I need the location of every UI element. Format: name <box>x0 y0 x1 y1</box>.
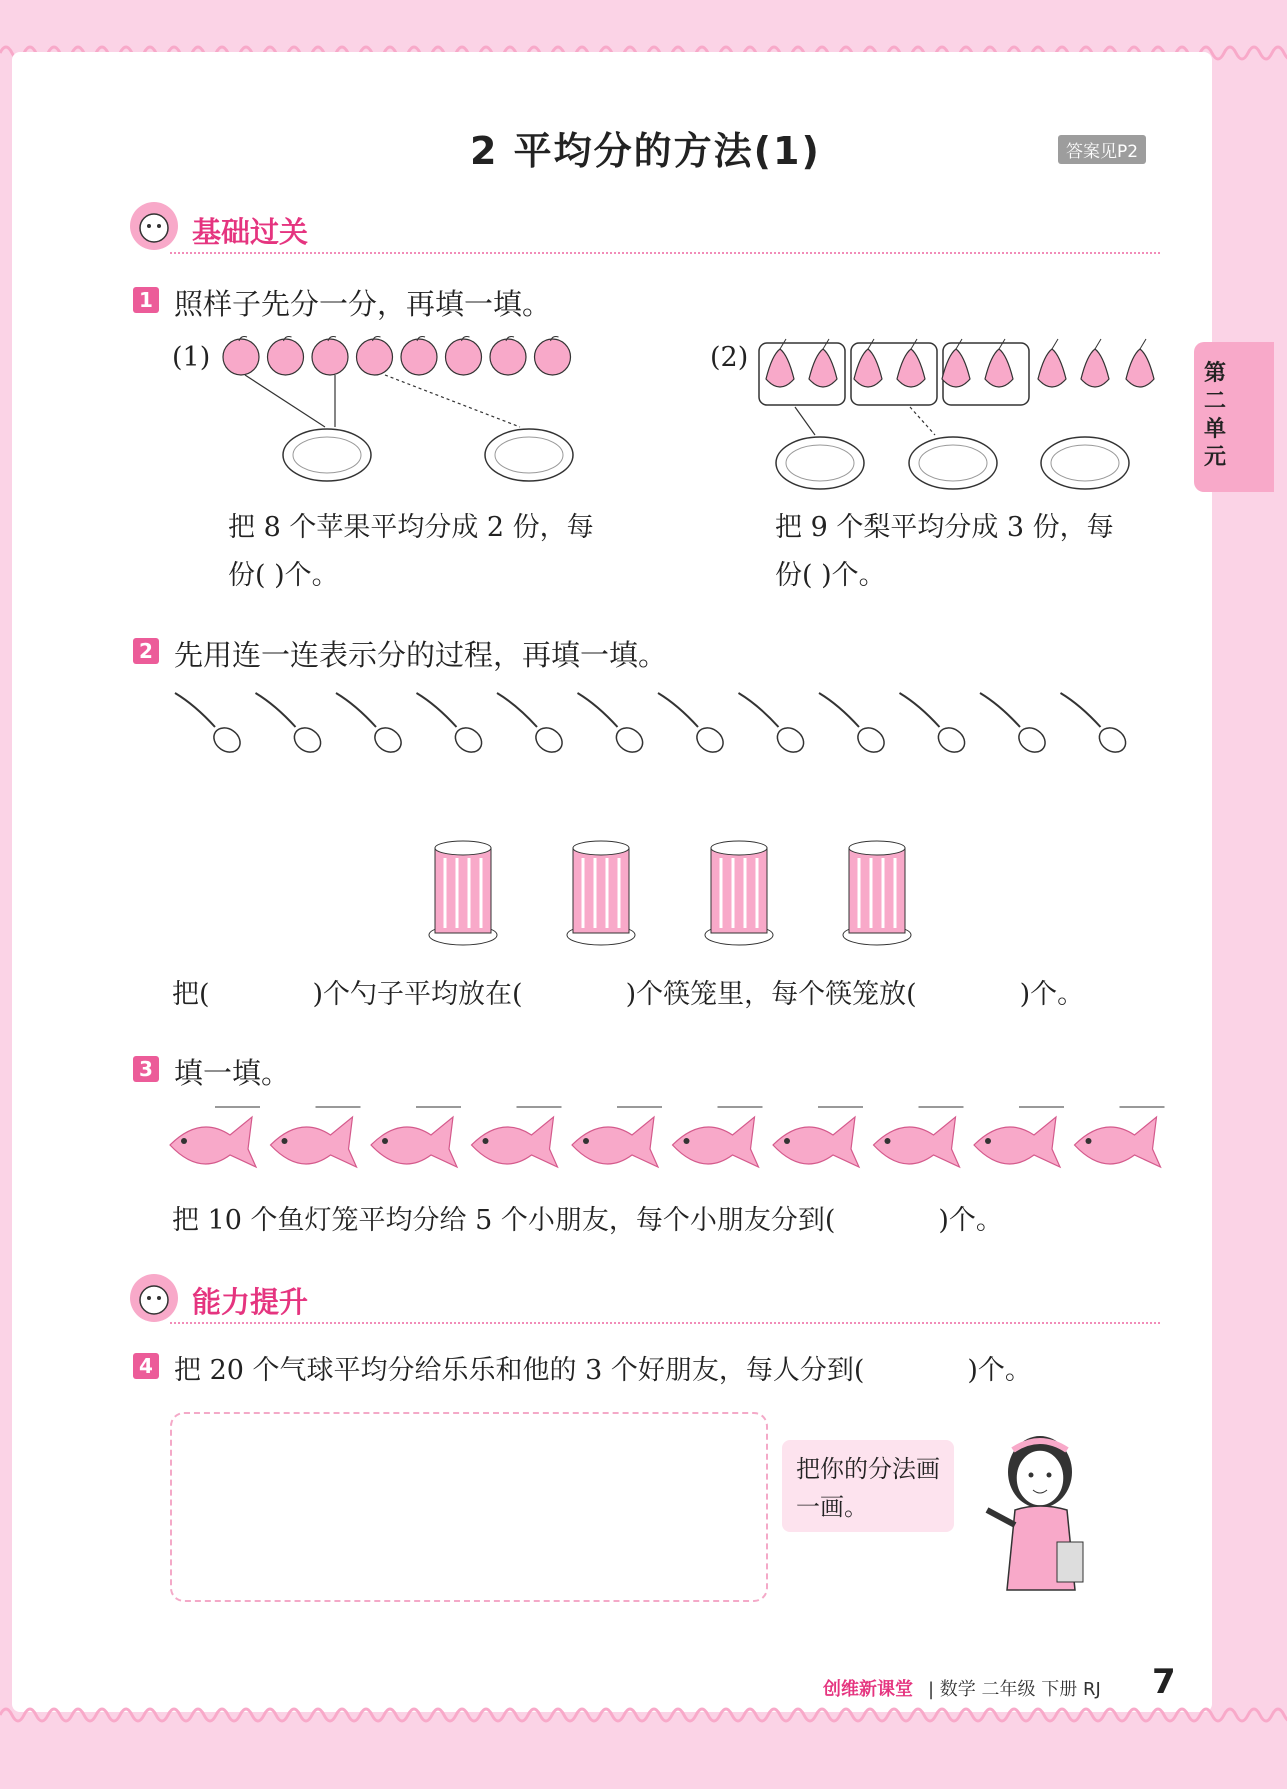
spoon-icon <box>175 693 245 757</box>
pear-icon <box>942 339 970 387</box>
footer-brand: 创维新课堂 <box>823 1679 913 1700</box>
section-mascot-icon <box>128 200 180 252</box>
page-number: 7 <box>1152 1662 1176 1702</box>
pear-icon <box>766 339 794 387</box>
chopstick-holders-illustration <box>420 840 920 950</box>
spoon-icon <box>417 693 487 757</box>
apple-icon <box>490 337 526 376</box>
answer-reference: 答案见P2 <box>1058 135 1146 164</box>
apple-icon <box>223 337 259 376</box>
q1-part1-line1: 把 8 个苹果平均分成 2 份，每 <box>228 512 594 543</box>
fish-lantern-icon <box>472 1107 562 1167</box>
chopstick-holder-icon <box>843 841 911 945</box>
pear-icon <box>985 339 1013 387</box>
footer-info: | 数学 二年级 下册 RJ <box>928 1679 1101 1700</box>
drawing-area[interactable] <box>170 1412 768 1602</box>
fish-lantern-icon <box>974 1107 1064 1167</box>
girl-illustration <box>975 1430 1105 1595</box>
fish-lantern-icon <box>371 1107 461 1167</box>
spoon-icon <box>1061 693 1131 757</box>
spoon-icon <box>497 693 567 757</box>
chopstick-holder-icon <box>567 841 635 945</box>
section-divider <box>170 1322 1160 1324</box>
pear-icon <box>1038 339 1066 387</box>
speech-bubble: 把你的分法画一画。 <box>782 1440 954 1532</box>
spoon-icon <box>980 693 1050 757</box>
spoon-icon <box>900 693 970 757</box>
chopstick-holder-icon <box>705 841 773 945</box>
section-title-basic: 基础过关 <box>192 215 309 249</box>
apple-icon <box>312 337 348 376</box>
fish-lantern-icon <box>271 1107 361 1167</box>
spoon-icon <box>256 693 326 757</box>
question-number: 4 <box>133 1353 159 1379</box>
part-label: (1) <box>172 342 211 373</box>
apple-icon <box>401 337 437 376</box>
apple-icon <box>535 337 571 376</box>
spoon-icon <box>739 693 809 757</box>
pears-illustration <box>755 335 1155 495</box>
pear-icon <box>1126 339 1154 387</box>
pear-icon <box>1081 339 1109 387</box>
page-title: 2 平均分的方法(1) <box>470 129 821 173</box>
spoon-icon <box>819 693 889 757</box>
question-number: 3 <box>133 1056 159 1082</box>
pear-icon <box>854 339 882 387</box>
fish-lantern-icon <box>1075 1107 1165 1167</box>
question-number: 2 <box>133 638 159 664</box>
spoon-icon <box>658 693 728 757</box>
apple-icon <box>357 337 393 376</box>
bottom-wave-border <box>0 1700 1287 1730</box>
q2-fill-sentence: 把( )个勺子平均放在( )个筷笼里，每个筷笼放( )个。 <box>172 979 1085 1010</box>
fish-lanterns-illustration <box>165 1105 1175 1185</box>
chopstick-holder-icon <box>429 841 497 945</box>
question-text: 把 20 个气球平均分给乐乐和他的 3 个好朋友，每人分到( )个。 <box>174 1355 1032 1386</box>
spoon-icon <box>336 693 406 757</box>
apple-icon <box>446 337 482 376</box>
question-text: 填一填。 <box>174 1056 291 1090</box>
q1-part1-line2: 份( )个。 <box>228 560 339 591</box>
q1-part2-line2: 份( )个。 <box>775 560 886 591</box>
fish-lantern-icon <box>572 1107 662 1167</box>
question-number: 1 <box>133 287 159 313</box>
apples-illustration <box>215 335 605 485</box>
q3-fill-sentence: 把 10 个鱼灯笼平均分给 5 个小朋友，每个小朋友分到( )个。 <box>172 1205 1003 1236</box>
spoons-illustration <box>165 685 1145 765</box>
fish-lantern-icon <box>773 1107 863 1167</box>
fish-lantern-icon <box>673 1107 763 1167</box>
section-title-advanced: 能力提升 <box>192 1285 309 1319</box>
question-text: 照样子先分一分，再填一填。 <box>174 287 552 321</box>
q1-part2-line1: 把 9 个梨平均分成 3 份，每 <box>775 512 1114 543</box>
pear-icon <box>897 339 925 387</box>
unit-side-label: 第二单元 <box>1203 361 1226 470</box>
fish-lantern-icon <box>874 1107 964 1167</box>
pear-icon <box>809 339 837 387</box>
apple-icon <box>268 337 304 376</box>
section-divider <box>170 252 1160 254</box>
question-text: 先用连一连表示分的过程，再填一填。 <box>174 638 668 672</box>
part-label: (2) <box>710 342 749 373</box>
section-mascot-icon <box>128 1272 180 1324</box>
spoon-icon <box>578 693 648 757</box>
fish-lantern-icon <box>170 1107 260 1167</box>
